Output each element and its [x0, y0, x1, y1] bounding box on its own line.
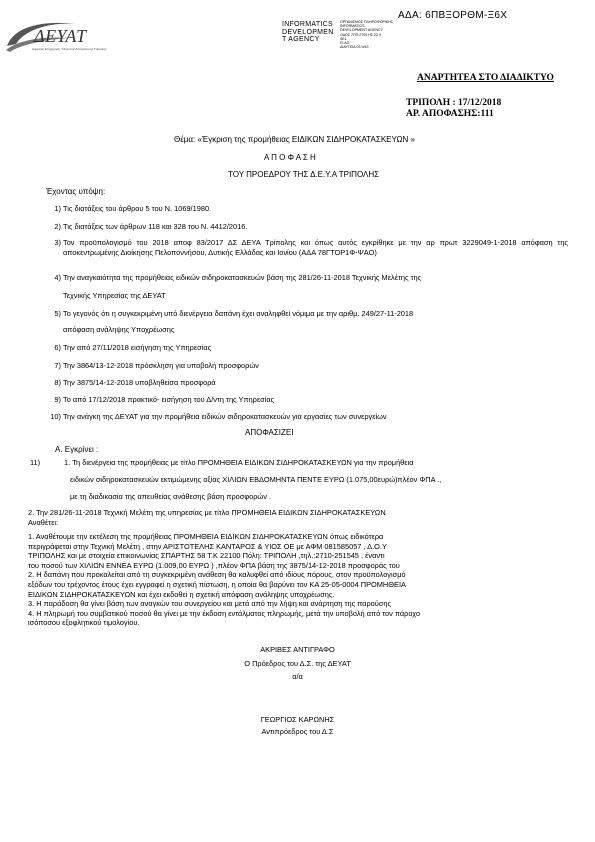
apofasi-heading: Α Π Ο Φ Α Σ Η: [264, 153, 316, 162]
agency-line-2: DEVELOPMEN: [282, 28, 334, 36]
body-paragraphs: [28, 532, 420, 628]
paragraph-line: ισόποσου εξοφλητικού τιμολογίου.: [28, 618, 140, 628]
certified-copy: ΑΚΡΙΒΕΣ ΑΝΤΙΓΡΑΦΟ: [260, 645, 335, 654]
agency-small-3: DEVELOPMENT AGENCY: [340, 28, 384, 33]
signatory-role: Ο Πρόεδρος του Δ.Σ. της ΔΕΥΑΤ: [244, 659, 351, 668]
paragraph-line: ΕΙΔΙΚΩΝ ΣΙΔΗΡΟΚΑΤΑΣΚΕΥΩΝ και έχει εκδοθεί η σχετική απόφαση ανάληψης υποχρέωσης.: [28, 589, 335, 599]
published-label: ΑΝΑΡΤΗΤΕΑ ΣΤΟ ΔΙΑΔΙΚΤΥΟ: [417, 73, 554, 83]
paragraph-line: περιγράφεται στην Τεχνική Μελέτη , στην ΑΡΙΣΤΟΤΕΛΗΣ ΚΑΝΤΑΡΟΣ & ΥΙΟΣ ΟΕ με ΑΦΜ 081585057 , Δ.Ο.Υ: [28, 541, 387, 551]
section-a-line-3: με τη διαδικασία της απευθείας ανάθεσης βάση προσφορών .: [70, 492, 272, 501]
agency-small-6: FLAG: [340, 41, 350, 46]
signatory-name: ΓΕΩΡΓΙΟΣ ΚΑΡΩΝΗΣ: [260, 715, 335, 724]
decision-date: ΤΡΙΠΟΛΗ : 17/12/2018: [406, 98, 502, 108]
subject: Θέμα: «Έγκριση της προμήθειας ΕΙΔΙΚΩΝ ΣΙΔΗΡΟΚΑΤΑΣΚΕΥΩΝ »: [174, 135, 415, 144]
paragraph-line: εξόδων του τρέχοντος έτους έχει εγγραφεί η σχετική πίστωση, η οποία θα βαρύνει τον ΚΑ 25-05-0004 ΠΡΟΜΗΘΕΙΑ: [28, 579, 406, 589]
section-2-line-1: 2. Την 281/26-11-2018 Τεχνική Μελέτη της υπηρεσίας με τίτλο ΠΡΟΜΗΘΕΙΑ ΕΙΔΙΚΩΝ ΣΙΔΗΡΟΚΑΤΑΣΚΕΥΩΝ: [28, 508, 386, 517]
section-a-line-1: 1. Τη διενέργεια της προμήθειας με τίτλο ΠΡΟΜΗΘΕΙΑ ΕΙΔΙΚΩΝ ΣΙΔΗΡΟΚΑΤΑΣΚΕΥΩΝ για την προμήθεια: [64, 458, 414, 467]
agency-small-1: ΟΡΓΑΝΙΣΜΟΣ ΠΛΗΡΟΦΟΡΙΚΗΣ: [340, 20, 394, 24]
agency-small-4: ΟΔΟΣ 7ΠΠ:2709 ΗΣ 22 9: [340, 32, 382, 37]
section-a-number: 11): [30, 458, 41, 467]
agency-line-3: T AGENCY: [282, 36, 320, 44]
paragraph-line: 1. Αναθέτουμε την εκτέλεση της προμήθειας ΠΡΟΜΗΘΕΙΑ ΕΙΔΙΚΩΝ ΣΙΔΗΡΟΚΑΤΑΣΚΕΥΩΝ όπως ειδικότερα: [28, 532, 384, 541]
logo-tagline: Δημοτική Επιχείρηση Ύδρευσης Αποχέτευσης Τρίπολης: [32, 47, 107, 51]
agency-small-5: SEL: [340, 36, 347, 41]
section-a-heading: Α. Εγκρίνει :: [55, 445, 99, 454]
paragraph-line: ΤΡΙΠΟΛΗΣ και με στοιχεία επικοινωνίας ΣΠΑΡΤΗΣ 58 Τ.Κ 22100 Πόλη: ΤΡΙΠΟΛΗ ,τηλ.:2710-251545 , έναντι: [28, 551, 385, 561]
logo-word: ΔΕΥΑΤ: [34, 26, 87, 46]
president-heading: ΤΟΥ ΠΡΟΕΔΡΟΥ ΤΗΣ Δ.Ε.Υ.Α ΤΡΙΠΟΛΗΣ: [228, 170, 380, 179]
paragraph-line: 4. Η πληρωμή του συμβατικού ποσού θα γίνει με την έκδοση εντάλματος πληρωμής, μετά την υποβολή από τον πάροχο: [28, 608, 421, 618]
agency-line-1: INFORMATICS: [282, 21, 334, 28]
section-2-line-2: Αναθέτει:: [28, 518, 59, 527]
agency-block: [282, 21, 334, 44]
apofasizei-heading: ΑΠΟΦΑΣΙΖΕΙ: [245, 428, 294, 437]
paragraph-line: 3. Η παράδοση θα γίνει βάση των αναγκών του συνεργείου και μετά από την λήψη και ανάρτηση της παρούσης: [28, 599, 392, 609]
agency-small-7: ΔΙΑΥΓΕΙΑ 03 9/43: [340, 45, 369, 50]
section-a-line-2: ειδικών σιδηροκατασκευών εκτιμώμενης αξίας ΧΙΛΙΩΝ ΕΒΔΟΜΗΝΤΑ ΠΕΝΤΕ ΕΥΡΩ (1.075,00ευρώ)πλέον ΦΠΑ .,: [70, 475, 442, 484]
paragraph-line: 2. Η δαπάνη που προκαλείται από τη συγκεκριμένη ανάθεση θα καλυφθεί από ιδίους πόρους, στον προϋπολογισμό: [28, 570, 406, 580]
signature-mark: α/α: [292, 672, 303, 681]
paragraph-line: του ποσού των ΧΙΛΙΩΝ ΕΝΝΕΑ ΕΥΡΩ (1.009,00 ΕΥΡΩ ) ,πλέον ΦΠΑ βάση της 3875/14-12-2018 προσφοράς του: [28, 560, 400, 570]
having-label: Έχοντας υπόψη:: [46, 187, 106, 196]
decision-number: ΑΡ. ΑΠΟΦΑΣΗΣ:111: [406, 109, 494, 119]
signatory-title: Αντιπρόεδρος του Δ.Σ: [261, 727, 334, 736]
agency-small-block: [340, 20, 393, 49]
logo: [4, 16, 114, 56]
ada-code: ΑΔΑ: 6ΠΒΞΟΡΘΜ-Ξ6Χ: [398, 10, 508, 21]
agency-small-2: INFORMATICS: [340, 24, 365, 29]
